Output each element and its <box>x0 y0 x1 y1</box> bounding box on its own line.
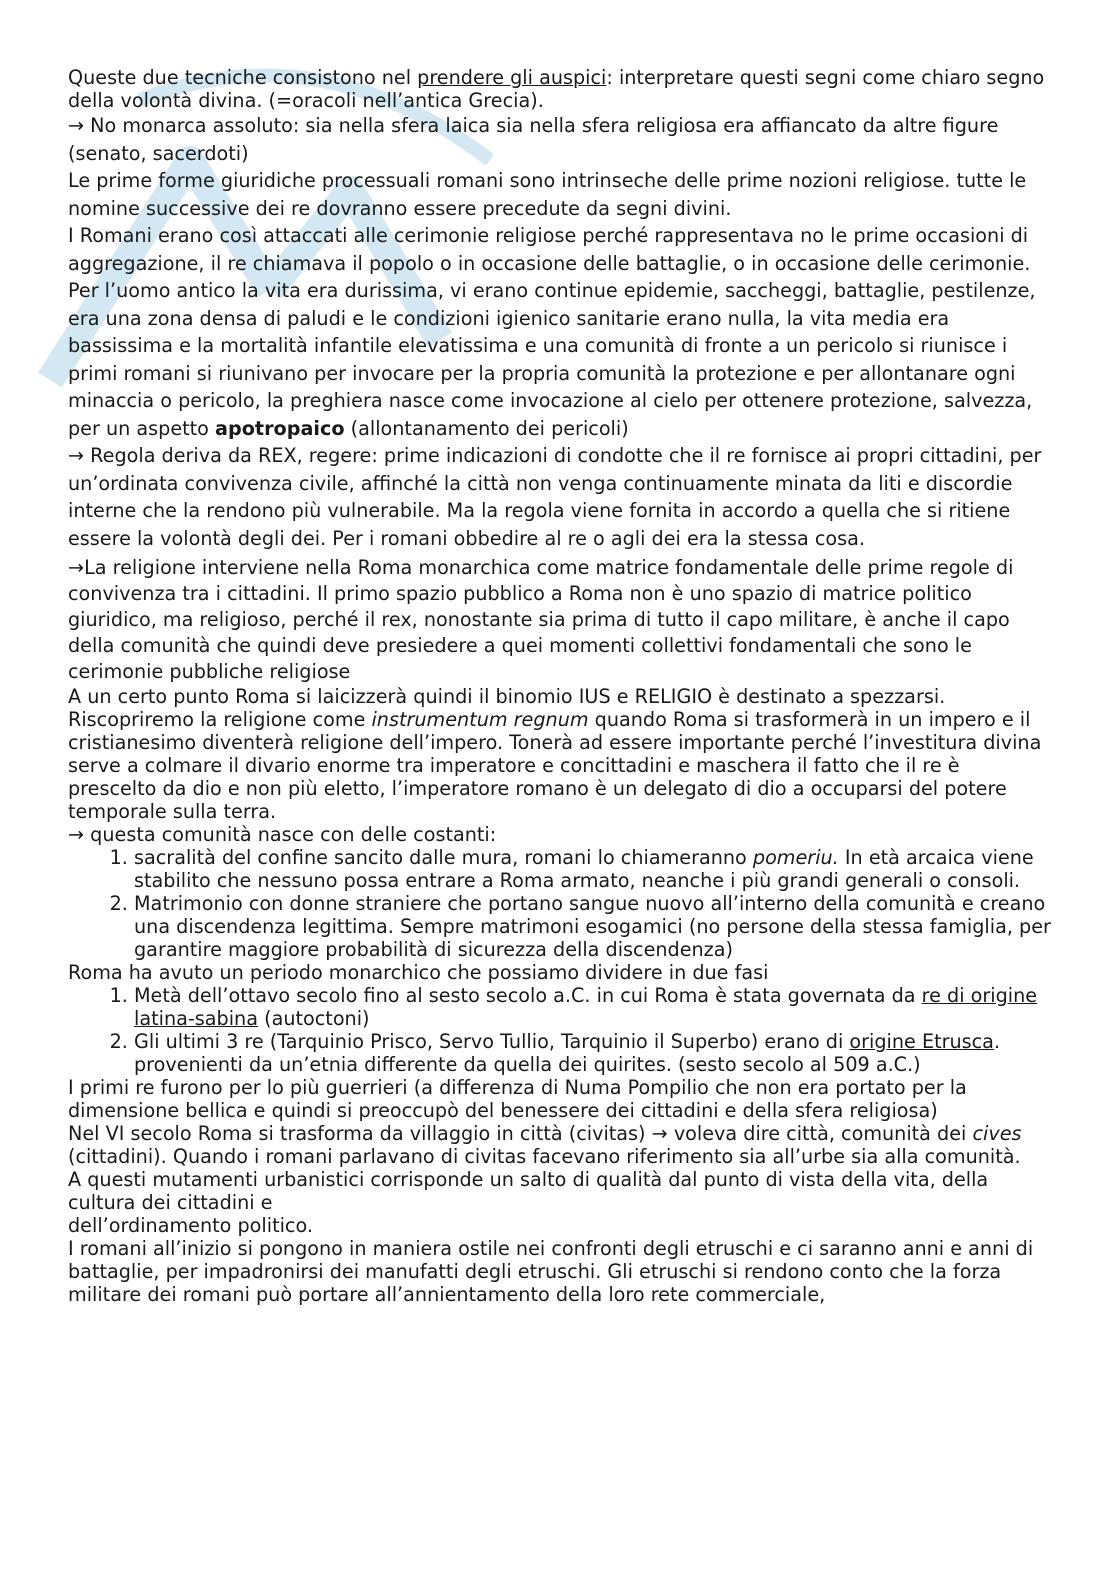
list-fasi <box>68 984 1053 1076</box>
list-costanti <box>68 846 1053 961</box>
paragraph-uomo-antico: Per l’uomo antico la vita era durissima, vi erano continue epidemie, saccheggi, battaglie, pestilenze, era una zona densa di paludi e le condizioni igienico sanitarie erano nulla, la vita media era bassissima e la mortalità infantile elevatissima e una comunità di fronte a un pericolo si riunisce i primi romani si riunivano per invocare per la propria comunità la protezione e per allontanare ogni minaccia o pericolo, la preghiera nasce come invocazione al cielo per ottenere protezione, salvezza, per un aspetto apotropaico (allontanamento dei pericoli) <box>68 279 1036 440</box>
paragraph-etruschi: I romani all’inizio si pongono in maniera ostile nei confronti degli etruschi e ci saranno anni e anni di battaglie, per impadronirsi dei manufatti degli etruschi. Gli etruschi si rendono conto che la forza militare dei romani può portare all’annientamento della loro rete commerciale, <box>68 1237 1034 1306</box>
list-item: 1. sacralità del confine sancito dalle mura, romani lo chiameranno pomeriu. In età arcaica viene stabilito che nessuno possa entrare a Roma armato, neanche i più grandi generali o consoli. <box>134 846 1053 892</box>
paragraph-forme-giuridiche: Le prime forme giuridiche processuali romani sono intrinseche delle prime nozioni religiose. tutte le nomine successive dei re dovranno essere precedute da segni divini. <box>68 169 1027 220</box>
italic-instrumentum: instrumentum regnum <box>371 708 589 731</box>
paragraph-no-monarca: → No monarca assoluto: sia nella sfera laica sia nella sfera religiosa era affiancato da altre figure (senato, sacerdoti) <box>68 114 999 165</box>
paragraph-laicizzazione: A un certo punto Roma si laicizzerà quindi il binomio IUS e RELIGIO è destinato a spezzarsi. <box>68 685 946 708</box>
underlined-latina-sabina: re di origine latina-sabina <box>134 984 1038 1030</box>
paragraph-auspici: Queste due tecniche consistono nel prendere gli auspici: interpretare questi segni come chiaro segno della volontà divina. (=oracoli nell’antica Grecia). <box>68 66 1045 112</box>
list-item: 2. Matrimonio con donne straniere che portano sangue nuovo all’interno della comunità e creano una discendenza legittima. Sempre matrimoni esogamici (no persone della stessa famiglia, per garantire maggiore probabilità di sicurezza della discendenza) <box>134 892 1053 961</box>
italic-pomeriu: pomeriu. <box>752 846 839 869</box>
paragraph-ordinamento: dell’ordinamento politico. <box>68 1214 313 1237</box>
paragraph-periodo-monarchico: Roma ha avuto un periodo monarchico che possiamo dividere in due fasi <box>68 961 769 984</box>
arrow-icon: → <box>68 823 85 846</box>
arrow-icon: → <box>651 1122 668 1145</box>
arrow-icon: → <box>68 114 85 137</box>
paragraph-costanti: → questa comunità nasce con delle costanti: <box>68 823 497 846</box>
bold-apotropaico: apotropaico <box>215 416 345 440</box>
underlined-etrusca: origine Etrusca <box>849 1030 994 1053</box>
paragraph-regola: → Regola deriva da REX, regere: prime indicazioni di condotte che il re fornisce ai propri cittadini, per un’ordinata convivenza civile, affinché la città non venga continuamente minata da liti e discordie interne che la rendono più vulnerabile. Ma la regola viene fornita in accordo a quella che si ritiene essere la volontà degli dei. Per i romani obbedire al re o agli dei era la stessa cosa. <box>68 444 1042 550</box>
paragraph-civitas: Nel VI secolo Roma si trasforma da villaggio in città (civitas) → voleva dire città, comunità dei cives (cittadini). Quando i romani parlavano di civitas facevano riferimento sia all’urbe sia alla comunità. <box>68 1122 1022 1168</box>
arrow-icon: → <box>68 444 85 467</box>
paragraph-instrumentum: Riscopriremo la religione come instrumentum regnum quando Roma si trasformerà in un impero e il cristianesimo diventerà religione dell’impero. Tonerà ad essere importante perché l’investitura divina serve a colmare il divario enorme tra imperatore e concittadini e maschera il fatto che il re è prescelto da dio e non più eletto, l’imperatore romano è un delegato di dio a occuparsi del potere temporale sulla terra. <box>68 708 1042 823</box>
underlined-auspici: prendere gli auspici <box>417 66 607 89</box>
paragraph-mutamenti: A questi mutamenti urbanistici corrisponde un salto di qualità dal punto di vista della vita, della cultura dei cittadini e <box>68 1168 989 1214</box>
italic-cives: cives <box>972 1122 1022 1145</box>
list-item: 2. Gli ultimi 3 re (Tarquinio Prisco, Servo Tullio, Tarquinio il Superbo) erano di origine Etrusca. provenienti da un’etnia differente da quella dei quirites. (sesto secolo al 509 a.C.) <box>134 1030 1053 1076</box>
list-item: 1. Metà dell’ottavo secolo fino al sesto secolo a.C. in cui Roma è stata governata da re di origine latina-sabina (autoctoni) <box>134 984 1053 1030</box>
paragraph-religione-matrice: →La religione interviene nella Roma monarchica come matrice fondamentale delle prime regole di convivenza tra i cittadini. Il primo spazio pubblico a Roma non è uno spazio di matrice politico giuridico, ma religioso, perché il rex, nonostante sia prima di tutto il capo militare, è anche il capo della comunità che quindi deve presiedere a quei momenti collettivi fondamentali che sono le cerimonie pubbliche religiose <box>68 556 1014 683</box>
paragraph-primi-re: I primi re furono per lo più guerrieri (a differenza di Numa Pompilio che non era portato per la dimensione bellica e quindi si preoccupò del benessere dei cittadini e della sfera religiosa) <box>68 1076 967 1122</box>
arrow-icon: → <box>68 556 85 579</box>
paragraph-cerimonie: I Romani erano così attaccati alle cerimonie religiose perché rappresentava no le prime occasioni di aggregazione, il re chiamava il popolo o in occasione delle battaglie, o in occasione delle cerimonie. <box>68 224 1031 275</box>
document-page <box>68 66 1053 1306</box>
